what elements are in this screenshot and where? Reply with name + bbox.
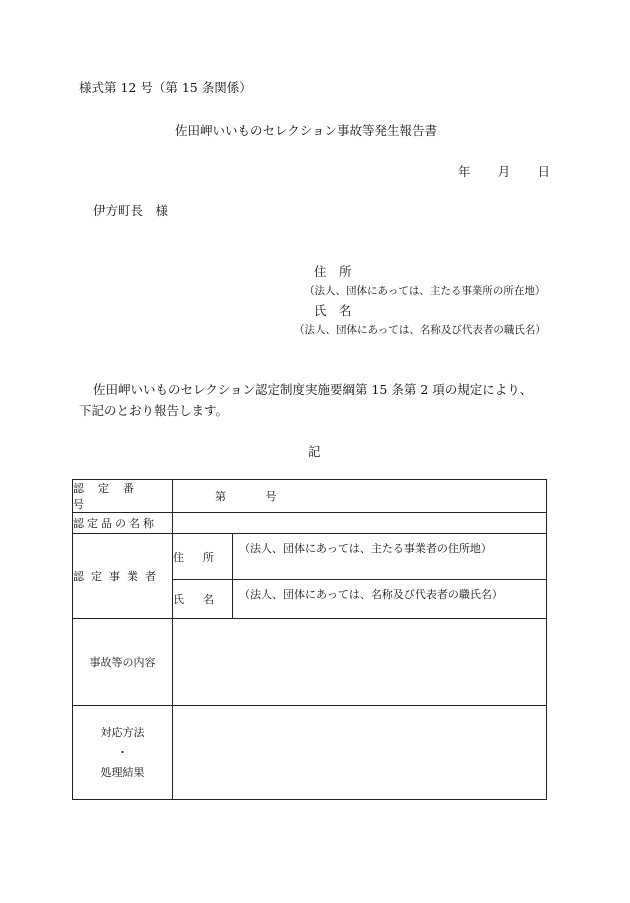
business-name-label: 氏 名 (173, 593, 218, 606)
applicant-address-note: （法人、団体にあっては、主たる事業所の所在地） (304, 285, 546, 297)
cert-number-label (73, 480, 172, 512)
business-name-label-cell (173, 580, 233, 619)
cert-number-label-cell (73, 480, 173, 513)
product-name-label: 認定品の名称 (73, 517, 157, 530)
incident-label-cell (73, 619, 173, 706)
date-day: 日 (537, 164, 550, 179)
cert-number-label-text: 認定番号 (73, 482, 148, 511)
business-address-label-cell (173, 534, 233, 580)
response-label-1: 対応方法 (100, 725, 145, 739)
incident-value-cell[interactable] (173, 619, 547, 706)
cert-number-value-cell[interactable] (173, 480, 547, 513)
ki-heading: 記 (308, 444, 321, 459)
row-response (73, 706, 547, 800)
body-text-line-1: 佐田岬いいものセレクション認定制度実施要綱第 15 条第 2 項の規定により、 (93, 382, 533, 397)
business-label: 認定事業者 (73, 570, 163, 583)
business-label-cell (73, 534, 173, 619)
incident-label: 事故等の内容 (89, 656, 156, 669)
row-product-name (73, 513, 547, 534)
business-name-value-cell[interactable] (233, 580, 547, 619)
business-address-note: （法人、団体にあっては、主たる事業者の住所地） (239, 542, 492, 555)
response-value-cell[interactable] (173, 706, 547, 800)
product-name-value-cell[interactable] (173, 513, 547, 534)
row-cert-number (73, 480, 547, 513)
date-year: 年 (458, 164, 471, 179)
response-label-2: 処理結果 (100, 765, 145, 779)
applicant-address-label: 住 所 (314, 264, 352, 279)
product-name-label-cell (73, 513, 173, 534)
applicant-name-note: （法人、団体にあっては、名称及び代表者の職氏名） (294, 324, 546, 336)
business-address-value-cell[interactable] (233, 534, 547, 580)
business-address-label: 住 所 (173, 550, 218, 564)
row-incident (73, 619, 547, 706)
cert-number-dai: 第 (215, 490, 226, 503)
response-label-cell (73, 706, 173, 800)
applicant-name-label: 氏 名 (314, 303, 352, 318)
response-dot: ・ (117, 745, 128, 759)
addressee: 伊方町長 様 (93, 203, 169, 218)
business-name-note: （法人、団体にあっては、名称及び代表者の職氏名） (239, 588, 503, 601)
row-business-address (73, 534, 547, 580)
date-month: 月 (497, 164, 511, 179)
form-number: 様式第 12 号（第 15 条関係） (79, 80, 252, 95)
report-table (72, 479, 547, 800)
body-text-line-2: 下記のとおり報告します。 (79, 403, 229, 418)
date-line (458, 162, 550, 180)
cert-number-go: 号 (265, 490, 277, 503)
document-title: 佐田岬いいものセレクション事故等発生報告書 (175, 123, 438, 138)
